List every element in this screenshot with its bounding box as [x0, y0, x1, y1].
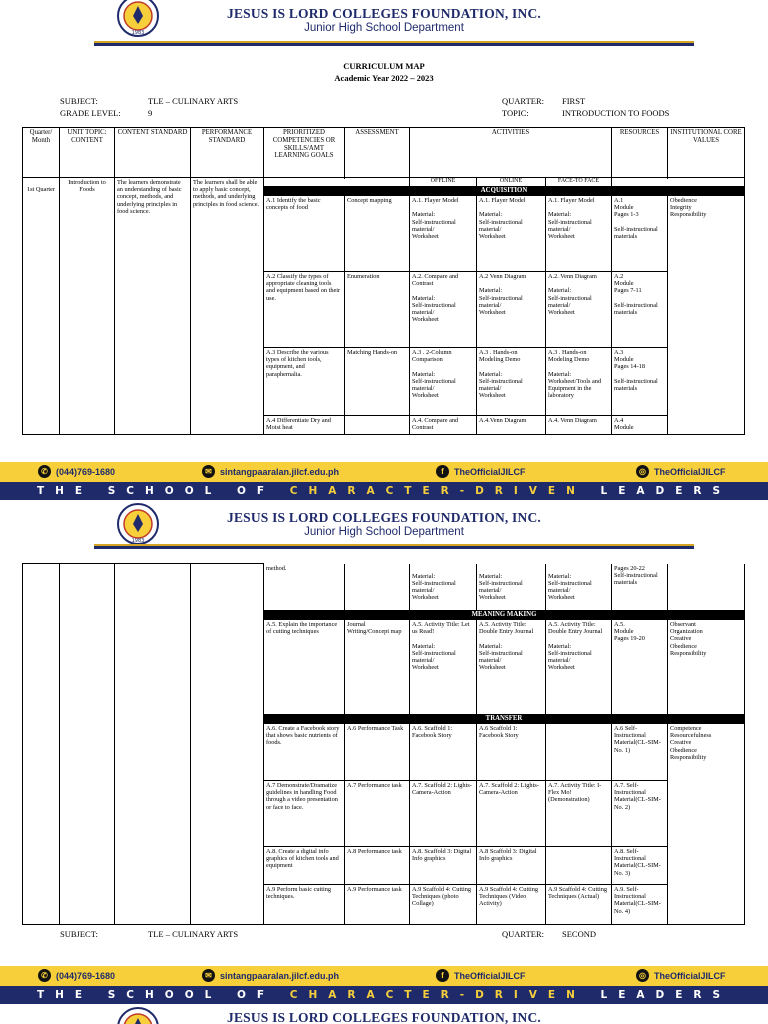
offline-cell	[410, 416, 477, 435]
letterhead-rule	[94, 546, 694, 549]
header-assessment: ASSESSMENT	[345, 128, 410, 178]
grade-label: GRADE LEVEL:	[60, 108, 121, 118]
goal-cell: A.8. Create a digital info graphics of kitchen tools and equipment	[264, 847, 345, 885]
resources-text: A.5. Module Pages 19-20	[614, 621, 645, 643]
header-face-to-face: FACE-TO FACE	[546, 178, 612, 187]
resources-cell: A.9. Self-Instructional Material(CL-SIM-No. 4)	[612, 885, 668, 925]
f2f-cell	[546, 416, 612, 435]
online-cell	[477, 196, 546, 272]
banner-transfer-text: TRANSFER	[264, 715, 745, 724]
header-unit-topic: UNIT TOPIC: CONTENT	[60, 128, 115, 178]
online-text: A.1. Flayer Model Material: Self-instructional material/ Worksheet	[479, 197, 526, 241]
instagram-icon: ◎	[636, 969, 649, 982]
quarter-value: FIRST	[562, 96, 586, 106]
quarter-label-2: QUARTER:	[502, 929, 544, 939]
online-cell: A.9 Scaffold 4: Cutting Techniques (Video Activity)	[477, 885, 546, 925]
offline-text: A.2. Compare and Contrast Material: Self-instructional material/ Worksheet	[412, 273, 459, 324]
f2f-cell	[546, 564, 612, 611]
online-text: Material: Self-instructional material/ Worksheet	[479, 572, 523, 602]
footer-instagram[interactable]	[636, 969, 726, 982]
footer-tagline-band-2	[0, 986, 768, 1004]
tagline-pre: THE SCHOOL OF	[36, 485, 290, 497]
banner-acquisition-text: ACQUISITION	[264, 187, 745, 196]
f2f-text: A.5. Activity Title: Double Entry Journal Material: Self-instructional material/ Worksheet	[548, 621, 603, 672]
footer-contact-bar-2	[0, 966, 768, 986]
core-values-text: Observant Organization Creative Obedience Responsibility	[670, 621, 707, 657]
f2f-cell: A.9 Scaffold 4: Cutting Techniques (Actual)	[546, 885, 612, 925]
assessment-cell: A.9 Performance task	[345, 885, 410, 925]
footer-email[interactable]	[202, 465, 339, 478]
curriculum-map-table-page-1	[22, 127, 745, 435]
letterhead-page-2	[0, 502, 768, 554]
content-standard-blank	[115, 564, 191, 925]
tagline-highlight: CHARACTER-DRIVEN	[289, 989, 586, 1001]
assessment-cell: A.7 Performance task	[345, 781, 410, 847]
resources-cell: A.8. Self-Instructional Material(CL-SIM-No. 3)	[612, 847, 668, 885]
footer-tagline	[0, 986, 768, 1004]
offline-text: Material: Self-instructional material/ Worksheet	[412, 572, 456, 602]
footer-phone-text: (044)769-1680	[56, 970, 116, 981]
resources-cell	[612, 348, 668, 416]
online-cell: A.7. Scaffold 2: Lights-Camera-Action	[477, 781, 546, 847]
goal-cell: A.4 Differentiate Dry and Moist heat	[264, 416, 345, 435]
content-standard-cell: The learners demonstrate an understanding of basic concept, methods, and underlying principles in food science.	[115, 178, 191, 435]
grade-value: 9	[148, 108, 153, 118]
topic-label: TOPIC:	[502, 108, 529, 118]
topic-value: INTRODUCTION TO FOODS	[562, 108, 670, 118]
footer-phone	[38, 969, 115, 982]
offline-cell: A.6. Scaffold 1: Facebook Story	[410, 724, 477, 781]
resources-cell	[612, 564, 668, 611]
footer-facebook[interactable]	[436, 969, 526, 982]
header-resources: RESOURCES	[612, 128, 668, 178]
core-values-text: Obedience Integrity Responsibility	[670, 197, 707, 219]
phone-icon: ✆	[38, 465, 51, 478]
header-competencies: PRIORITIZED COMPETENCIES OR SKILLS/AMT LEARNING GOALS	[264, 128, 345, 178]
resources-text: A.4 Module	[614, 417, 634, 432]
performance-standard-blank	[191, 564, 264, 925]
seal-text: 1983	[131, 538, 145, 544]
resources-text: Pages 20-22 Self-instructional materials	[614, 564, 658, 586]
online-text: A.3 . Hands-on Modeling Demo Material: Self-instructional material/ Worksheet	[479, 349, 523, 400]
institution-name: JESUS IS LORD COLLEGES FOUNDATION, INC.	[227, 6, 541, 21]
mail-icon: ✉	[202, 969, 215, 982]
assessment-cell: Matching Hands-on	[345, 348, 410, 416]
quarter-text: 1st Quarter	[26, 186, 56, 193]
online-cell	[477, 620, 546, 715]
goal-cell: A.6. Create a Facebook story that shows basic nutrients of foods.	[264, 724, 345, 781]
department-name: Junior High School Department	[304, 22, 464, 34]
f2f-text: Material: Self-instructional material/ Worksheet	[548, 572, 592, 602]
offline-cell	[410, 272, 477, 348]
goal-cell: A.3 Describe the various types of kitchen tools, equipment, and paraphernalia.	[264, 348, 345, 416]
letterhead-rule	[94, 43, 694, 46]
footer-facebook-text: TheOfficialJILCF	[454, 466, 526, 477]
f2f-cell	[546, 724, 612, 781]
f2f-cell	[546, 348, 612, 416]
header-offline: OFFLINE	[410, 178, 477, 187]
offline-cell	[410, 196, 477, 272]
online-text: A.5. Activity Title: Double Entry Journal Material: Self-instructional material/ Worksheet	[479, 621, 534, 672]
f2f-cell	[546, 847, 612, 885]
f2f-cell	[546, 196, 612, 272]
footer-phone-text: (044)769-1680	[56, 466, 116, 477]
online-cell	[477, 272, 546, 348]
offline-text: A.5. Activity Title: Let us Read! Material: Self-instructional material/ Worksheet	[412, 621, 470, 672]
resources-text: A.2 Module Pages 7-11 Self-instructional materials	[614, 273, 658, 317]
banner-meaning-text: MEANING MAKING	[264, 611, 745, 620]
f2f-cell	[546, 272, 612, 348]
unit-cell-blank	[60, 564, 115, 925]
goal-cell: A.7 Demonstrate/Dramatize guidelines in handling Food through a video presentation or face to face.	[264, 781, 345, 847]
footer-tagline	[0, 482, 768, 500]
footer-email-text: sintangpaaralan.jilcf.edu.ph	[220, 466, 340, 477]
offline-text: A.3 . 2-Column Comparison Material: Self-instructional material/ Worksheet	[412, 349, 456, 400]
tagline-post: LEADERS	[585, 485, 732, 497]
sub-header-spacer	[264, 178, 410, 187]
instagram-icon: ◎	[636, 465, 649, 478]
offline-text: A.1. Flayer Model Material: Self-instructional material/ Worksheet	[412, 197, 459, 241]
assessment-cell: Concept mapping	[345, 196, 410, 272]
core-values-cell	[668, 196, 745, 435]
school-seal-icon	[116, 502, 160, 546]
subject-value-2: TLE – CULINARY ARTS	[148, 929, 239, 939]
offline-cell	[410, 348, 477, 416]
header-quarter-month: Quarter/ Month	[23, 128, 60, 178]
core-values-cell	[668, 564, 745, 611]
subject-value: TLE – CULINARY ARTS	[148, 96, 239, 106]
footer-instagram-text: TheOfficialJILCF	[654, 970, 726, 981]
quarter-value-2: SECOND	[562, 929, 597, 939]
resources-text: A.3 Module Pages 14-18 Self-instructional materials	[614, 349, 658, 393]
footer-instagram-text: TheOfficialJILCF	[654, 466, 726, 477]
facebook-icon: f	[436, 465, 449, 478]
online-cell	[477, 348, 546, 416]
online-cell	[477, 416, 546, 435]
tagline-pre: THE SCHOOL OF	[36, 989, 290, 1001]
assessment-cell	[345, 564, 410, 611]
academic-year: Academic Year 2022 – 2023	[334, 73, 434, 83]
header-activities: ACTIVITIES	[410, 128, 612, 178]
f2f-text: A.1. Flayer Model Material: Self-instructional material/ Worksheet	[548, 197, 595, 241]
subject-label: SUBJECT:	[60, 96, 98, 106]
resources-cell: A.7. Self-Instructional Material(CL-SIM-No. 2)	[612, 781, 668, 847]
letterhead-page-3	[0, 1006, 768, 1024]
header-performance-standard: PERFORMANCE STANDARD	[191, 128, 264, 178]
sub-header-spacer-2	[612, 178, 745, 187]
quarter-cell-blank	[23, 564, 60, 925]
footer-facebook[interactable]	[436, 465, 526, 478]
online-text: A.4.Venn Diagram	[479, 417, 527, 424]
footer-contact-bar-1	[0, 462, 768, 482]
subject-label-2: SUBJECT:	[60, 929, 98, 939]
header-online: ONLINE	[477, 178, 546, 187]
mail-icon: ✉	[202, 465, 215, 478]
footer-email-text: sintangpaaralan.jilcf.edu.ph	[220, 970, 340, 981]
resources-cell	[612, 416, 668, 435]
resources-cell	[612, 196, 668, 272]
offline-cell: A.9 Scaffold 4: Cutting Techniques (photo Collage)	[410, 885, 477, 925]
goal-cell: A.9 Perform basic cutting techniques.	[264, 885, 345, 925]
goal-cell: method.	[264, 564, 345, 611]
offline-cell: A.7. Scaffold 2: Lights-Camera-Action	[410, 781, 477, 847]
resources-text: A.1 Module Pages 1-3 Self-instructional materials	[614, 197, 658, 241]
offline-cell	[410, 620, 477, 715]
goal-cell: A.2 Classify the types of appropriate cleaning tools and equipment based on their use.	[264, 272, 345, 348]
performance-standard-cell: The learners shall be able to apply basic concept, methods, and underlying principles in food science.	[191, 178, 264, 435]
goal-cell: A.1 Identify the basic concepts of food	[264, 196, 345, 272]
unit-cell: Introduction to Foods	[60, 178, 115, 435]
core-values-cell	[668, 620, 745, 715]
assessment-cell: Journal Writing/Concept map	[345, 620, 410, 715]
facebook-icon: f	[436, 969, 449, 982]
document-title: CURRICULUM MAP	[343, 61, 425, 71]
assessment-cell: A.6 Performance Task	[345, 724, 410, 781]
footer-email[interactable]	[202, 969, 339, 982]
footer-facebook-text: TheOfficialJILCF	[454, 970, 526, 981]
f2f-cell: A.7. Activity Title: I-Flex Mo! (Demonstration)	[546, 781, 612, 847]
core-values-text: Competence Resourcefulness Creative Obedience Responsibility	[670, 725, 712, 761]
seal-text: 1983	[131, 30, 145, 36]
offline-text: A.4. Compare and Contrast	[412, 417, 459, 432]
footer-phone	[38, 465, 115, 478]
f2f-text: A.3 . Hands-on Modeling Demo Material: Worksheet/Tools and Equipment in the laboratory	[548, 349, 602, 400]
core-values-cell	[668, 724, 745, 925]
institution-name: JESUS IS LORD COLLEGES FOUNDATION, INC.	[227, 510, 541, 525]
quarter-cell	[23, 178, 60, 435]
header-core-values: INSTITUTIONAL CORE VALUES	[668, 128, 745, 178]
offline-cell	[410, 564, 477, 611]
tagline-highlight: CHARACTER-DRIVEN	[289, 485, 586, 497]
tagline-post: LEADERS	[585, 989, 732, 1001]
resources-cell	[612, 272, 668, 348]
phone-icon: ✆	[38, 969, 51, 982]
school-seal-icon	[116, 1006, 160, 1024]
footer-tagline-band-1	[0, 482, 768, 500]
curriculum-map-table-page-2	[22, 563, 745, 925]
resources-cell: A.6 Self-Instructional Material(CL-SIM-No. 1)	[612, 724, 668, 781]
department-name: Junior High School Department	[304, 526, 464, 538]
letterhead-page-1	[0, 0, 768, 52]
assessment-cell: A.8 Performance task	[345, 847, 410, 885]
quarter-label: QUARTER:	[502, 96, 544, 106]
online-cell: A.6 Scaffold 1: Facebook Story	[477, 724, 546, 781]
resources-cell	[612, 620, 668, 715]
goal-cell: A.5. Explain the importance of cutting techniques	[264, 620, 345, 715]
f2f-text: A.2. Venn Diagram Material: Self-instructional material/ Worksheet	[548, 273, 597, 317]
f2f-text: A.4. Venn Diagram	[548, 417, 597, 424]
online-cell	[477, 564, 546, 611]
assessment-cell: Enumeration	[345, 272, 410, 348]
online-text: A.2 Venn Diagram Material: Self-instructional material/ Worksheet	[479, 273, 527, 317]
table-row	[23, 564, 745, 611]
institution-name: JESUS IS LORD COLLEGES FOUNDATION, INC.	[227, 1010, 541, 1024]
f2f-cell	[546, 620, 612, 715]
offline-cell: A.8. Scaffold 3: Digital Info graphics	[410, 847, 477, 885]
school-seal-icon	[116, 0, 160, 38]
online-cell: A.8 Scaffold 3: Digital Info graphics	[477, 847, 546, 885]
footer-instagram[interactable]	[636, 465, 726, 478]
header-content-standard: CONTENT STANDARD	[115, 128, 191, 178]
assessment-cell	[345, 416, 410, 435]
